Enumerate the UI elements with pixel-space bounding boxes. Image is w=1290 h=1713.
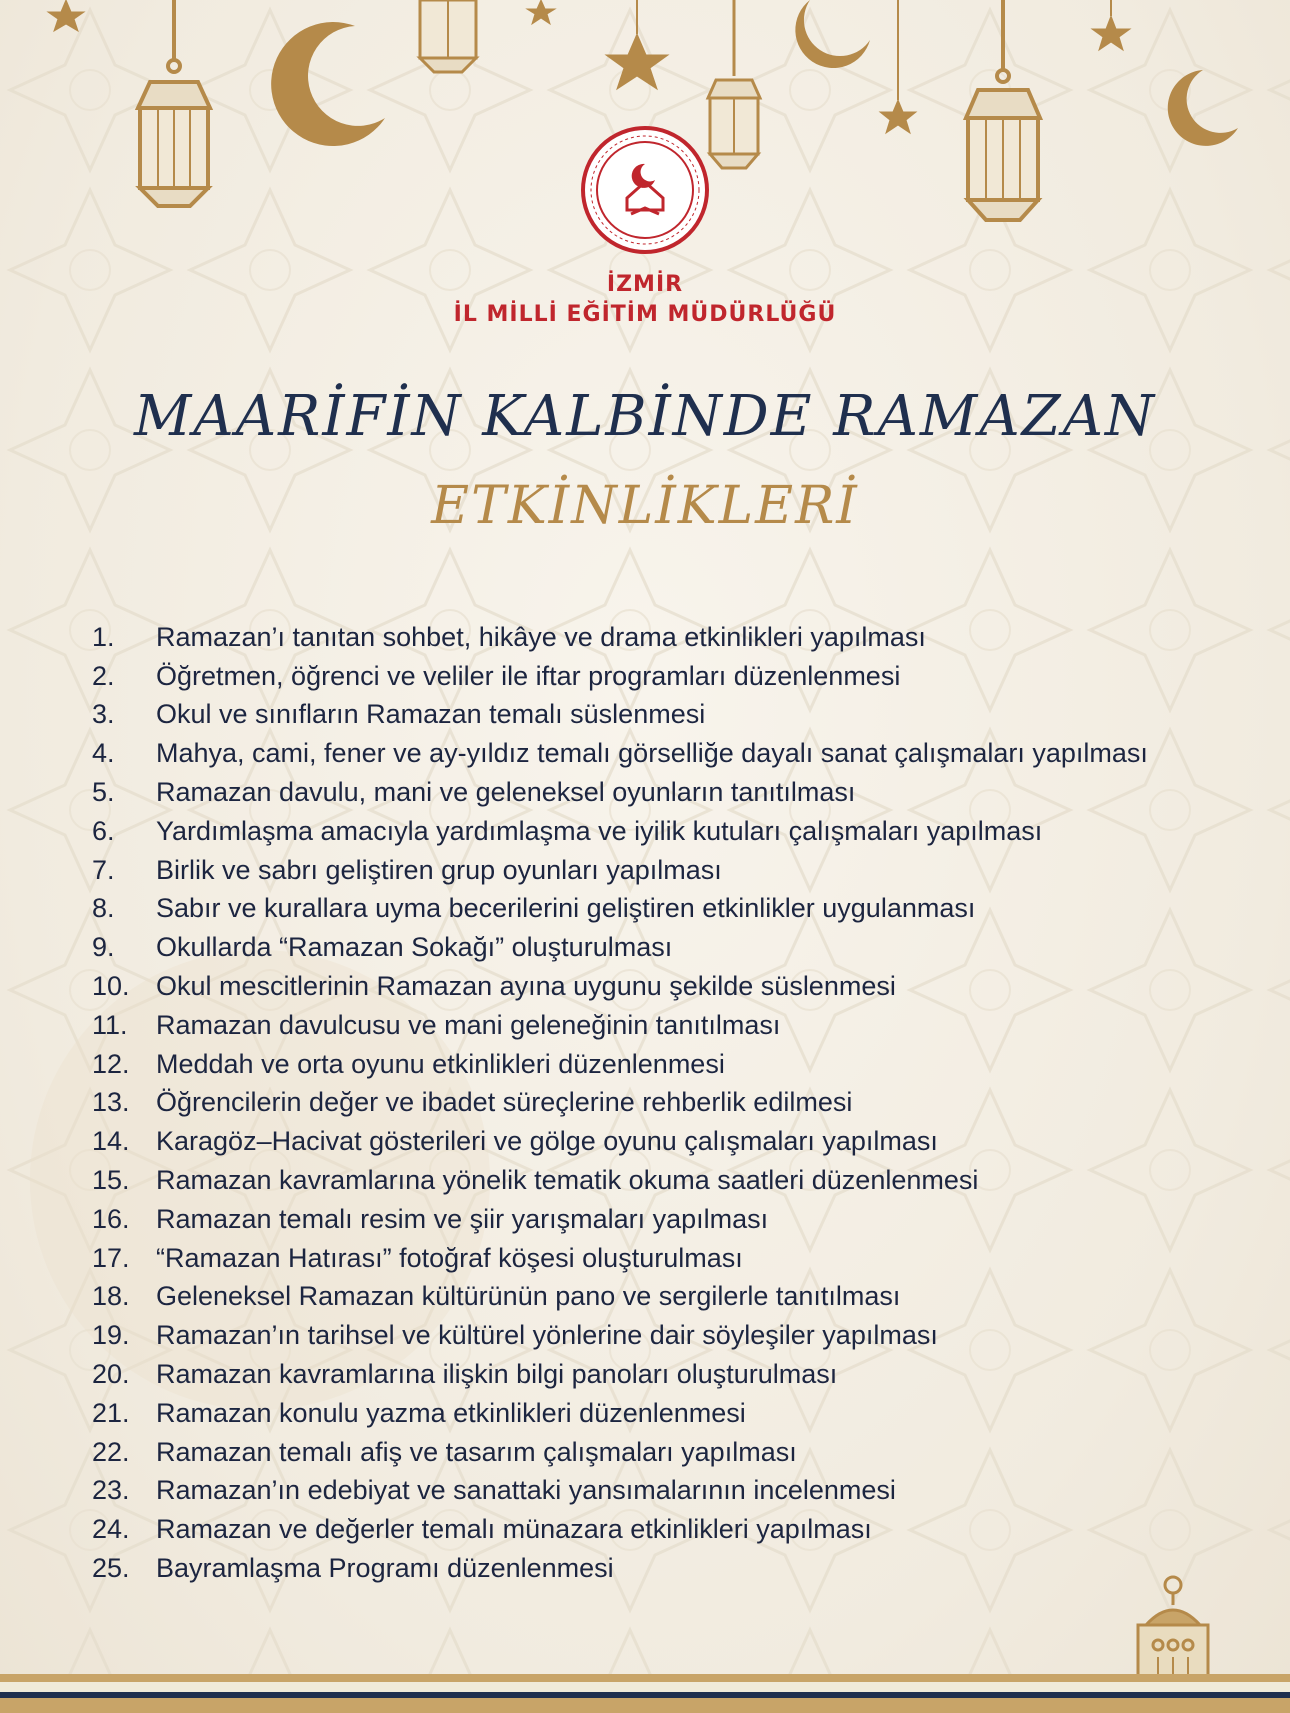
activity-text: Birlik ve sabrı geliştiren grup oyunları yapılması [156,854,722,885]
activity-number: 25. [92,1553,130,1584]
activity-text: Ramazan’ın tarihsel ve kültürel yönlerine dair söyleşiler yapılması [156,1320,938,1351]
ministry-logo [579,124,711,256]
activity-number: 6. [92,815,115,846]
activity-text: Yardımlaşma amacıyla yardımlaşma ve iyilik kutuları çalışmaları yapılması [156,815,1043,846]
activity-number: 1. [92,621,115,652]
activity-item [92,734,1148,773]
activity-item [92,1278,1148,1317]
activity-text: “Ramazan Hatırası” fotoğraf köşesi oluşturulması [156,1242,743,1273]
activity-number: 15. [92,1165,130,1196]
activity-item [92,1472,1148,1511]
activity-number: 9. [92,932,115,963]
activity-item [92,696,1148,735]
activity-item [92,1084,1148,1123]
activity-item [92,1394,1148,1433]
activity-list [92,618,1148,1588]
activity-item [92,1316,1148,1355]
activity-number: 3. [92,699,115,730]
activity-text: Ramazan temalı resim ve şiir yarışmaları yapılması [156,1203,769,1234]
activity-item [92,1433,1148,1472]
lantern-icon [966,0,1040,220]
star-icon [527,0,555,24]
activity-text: Ramazan konulu yazma etkinlikleri düzenlenmesi [156,1397,746,1428]
activity-item [92,1006,1148,1045]
activity-number: 2. [92,660,115,691]
department-name: İL MİLLİ EĞİTİM MÜDÜRLÜĞÜ [453,302,837,327]
activity-text: Okul ve sınıfların Ramazan temalı süslenmesi [156,699,706,730]
lantern-icon [708,0,760,168]
activity-text: Ramazan ve değerler temalı münazara etkinlikleri yapılması [156,1514,872,1545]
activity-item [92,812,1148,851]
activity-number: 12. [92,1048,130,1079]
activity-item [92,1355,1148,1394]
activity-number: 20. [92,1359,130,1390]
activity-text: Karagöz–Hacivat gösterileri ve gölge oyunu çalışmaları yapılması [156,1126,938,1157]
activity-item [92,1239,1148,1278]
poster-title: MAARİFİN KALBİNDE RAMAZAN [133,384,1157,449]
activity-number: 5. [92,777,115,808]
star-icon [606,34,668,89]
activity-text: Okul mescitlerinin Ramazan ayına uygunu şekilde süslenmesi [156,971,896,1002]
lantern-icon [138,0,210,206]
activity-text: Sabır ve kurallara uyma becerilerini geliştiren etkinlikler uygulanması [156,893,976,924]
activity-text: Ramazan davulu, mani ve geleneksel oyunların tanıtılması [156,777,856,808]
activity-number: 13. [92,1087,130,1118]
activity-item [92,1122,1148,1161]
activity-text: Ramazan’ın edebiyat ve sanattaki yansımalarının incelenmesi [156,1475,896,1506]
activity-number: 10. [92,971,130,1002]
activity-item [92,1510,1148,1549]
activity-number: 22. [92,1436,130,1467]
activity-text: Öğrencilerin değer ve ibadet süreçlerine rehberlik edilmesi [156,1087,853,1118]
star-icon [880,100,916,133]
lantern-icon [420,0,476,72]
activity-text: Meddah ve orta oyunu etkinlikleri düzenlenmesi [156,1048,725,1079]
activity-item [92,890,1148,929]
activity-text: Ramazan kavramlarına yönelik tematik okuma saatleri düzenlenmesi [156,1165,979,1196]
activity-item [92,1200,1148,1239]
bottom-border [0,1674,1290,1713]
activity-number: 11. [92,1009,128,1040]
activity-number: 19. [92,1320,130,1351]
activity-text: Ramazan davulcusu ve mani geleneğinin tanıtılması [156,1009,781,1040]
activity-text: Ramazan’ı tanıtan sohbet, hikâye ve drama etkinlikleri yapılması [156,621,926,652]
activity-item [92,851,1148,890]
poster-subtitle: ETKİNLİKLERİ [431,476,859,536]
star-icon [1092,16,1130,50]
crescent-moon-icon [1168,70,1238,146]
activity-item [92,928,1148,967]
activity-number: 23. [92,1475,130,1506]
activity-text: Mahya, cami, fener ve ay-yıldız temalı görselliğe dayalı sanat çalışmaları yapılması [156,738,1148,769]
activity-number: 18. [92,1281,130,1312]
activity-text: Ramazan kavramlarına ilişkin bilgi panoları oluşturulması [156,1359,838,1390]
activity-text: Okullarda “Ramazan Sokağı” oluşturulması [156,932,673,963]
activity-item [92,1161,1148,1200]
activity-item [92,618,1148,657]
activity-text: Bayramlaşma Programı düzenlenmesi [156,1553,614,1584]
crescent-moon-icon [271,22,385,146]
activity-text: Geleneksel Ramazan kültürünün pano ve sergilerle tanıtılması [156,1281,901,1312]
activity-number: 21. [92,1397,130,1428]
activity-item [92,967,1148,1006]
activity-item [92,1045,1148,1084]
activity-number: 17. [92,1242,130,1273]
activity-item [92,773,1148,812]
activity-number: 8. [92,893,115,924]
crescent-moon-icon [795,0,870,68]
activity-item [92,657,1148,696]
activity-number: 4. [92,738,115,769]
activity-number: 24. [92,1514,130,1545]
activity-number: 14. [92,1126,130,1157]
activity-number: 7. [92,854,115,885]
activity-text: Ramazan temalı afiş ve tasarım çalışmaları yapılması [156,1436,797,1467]
city-name: İZMİR [606,272,684,297]
activity-number: 16. [92,1203,130,1234]
activity-text: Öğretmen, öğrenci ve veliler ile iftar programları düzenlenmesi [156,660,901,691]
star-icon [48,0,84,31]
activity-item [92,1549,1148,1588]
